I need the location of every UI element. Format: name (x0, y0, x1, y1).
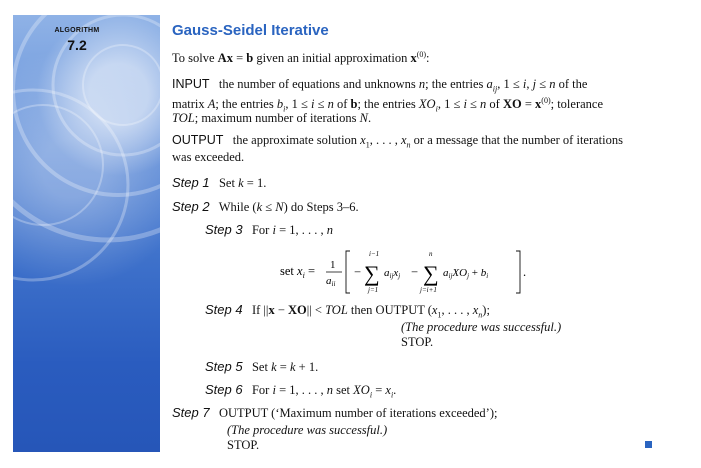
output-line-1: OUTPUT the approximate solution $x_1$, . . . , $x_n$ or a message that the number of iterations (172, 133, 623, 150)
svg-text:.: . (523, 265, 527, 279)
step-7-note: (The procedure was successful.) (227, 423, 388, 437)
step-3-label: Step 3 (205, 222, 243, 237)
algorithm-sidebar (13, 15, 160, 452)
step-4-note: (The procedure was successful.) (401, 320, 562, 334)
formula-term1: aijxj (384, 267, 401, 280)
step-5-label: Step 5 (205, 359, 243, 374)
step-7 (172, 405, 497, 421)
input-line-3: TOL; maximum number of iterations N. (172, 111, 372, 125)
svg-text:−: − (354, 265, 362, 279)
end-of-algorithm-square-icon (645, 441, 652, 448)
formula-frac-num: 1 (330, 259, 336, 271)
sum-symbol-1: ∑ (364, 261, 380, 286)
step-5: Step 5 Set k = k + 1. (205, 359, 319, 374)
intro-line: To solve Ax = b given an initial approximation $x^{(0)}$: (172, 50, 430, 66)
gauss-seidel-formula (280, 248, 540, 298)
input-line-1: INPUT the number of equations and unknowns n; the entries $a_{ij}$, 1 ≤ i, j ≤ n of the (172, 77, 588, 94)
step-7-label: Step 7 (172, 405, 210, 420)
sum-symbol-2: ∑ (423, 261, 439, 286)
algorithm-title: Gauss-Seidel Iterative (172, 22, 329, 39)
swirl-decoration (13, 15, 160, 452)
algorithm-number: 7.2 (67, 37, 87, 53)
step-7-text: OUTPUT (‘Maximum number of iterations exceeded’); (218, 406, 498, 420)
formula-lhs: set $x_i$ = (280, 264, 315, 280)
step-4-label: Step 4 (205, 302, 243, 317)
formula-sum1-bottom: j=1 (368, 286, 379, 294)
step-2-label: Step 2 (172, 199, 210, 214)
output-label: OUTPUT (172, 133, 224, 147)
step-6-label: Step 6 (205, 382, 243, 397)
formula-sum2-bottom: j=i+1 (420, 286, 437, 294)
svg-text:−: − (411, 265, 419, 279)
step-2: Step 2 While (k ≤ N) do Steps 3–6. (172, 199, 359, 214)
formula-frac-den: aii (326, 275, 336, 288)
formula-sum1-top: i−1 (369, 250, 380, 258)
step-7-stop: STOP. (227, 438, 260, 452)
output-line-2: was exceeded. (172, 150, 245, 164)
step-3: Step 3 For i = 1, . . . , n (205, 222, 334, 237)
formula-sum2-top: n (429, 250, 433, 258)
input-line-2: matrix A; the entries $b_i$, 1 ≤ i ≤ n of b; the entries $XO_i$, 1 ≤ i ≤ n of XO = $x^{(0)}$; tolerance (172, 96, 604, 114)
algorithm-label: ALGORITHM (54, 27, 100, 34)
step-1: Step 1 Set k = 1. (172, 175, 267, 190)
step-4: Step 4 If ||x − XO|| < TOL then OUTPUT ($x_1$, . . . , $x_n$); (205, 302, 490, 320)
input-label: INPUT (172, 77, 210, 91)
formula-term2: aijXOj + bi (443, 267, 489, 280)
step-6: Step 6 For i = 1, . . . , n set $XO_i = x_i$. (205, 382, 397, 400)
step-4-stop: STOP. (401, 335, 434, 349)
step-1-label: Step 1 (172, 175, 210, 190)
